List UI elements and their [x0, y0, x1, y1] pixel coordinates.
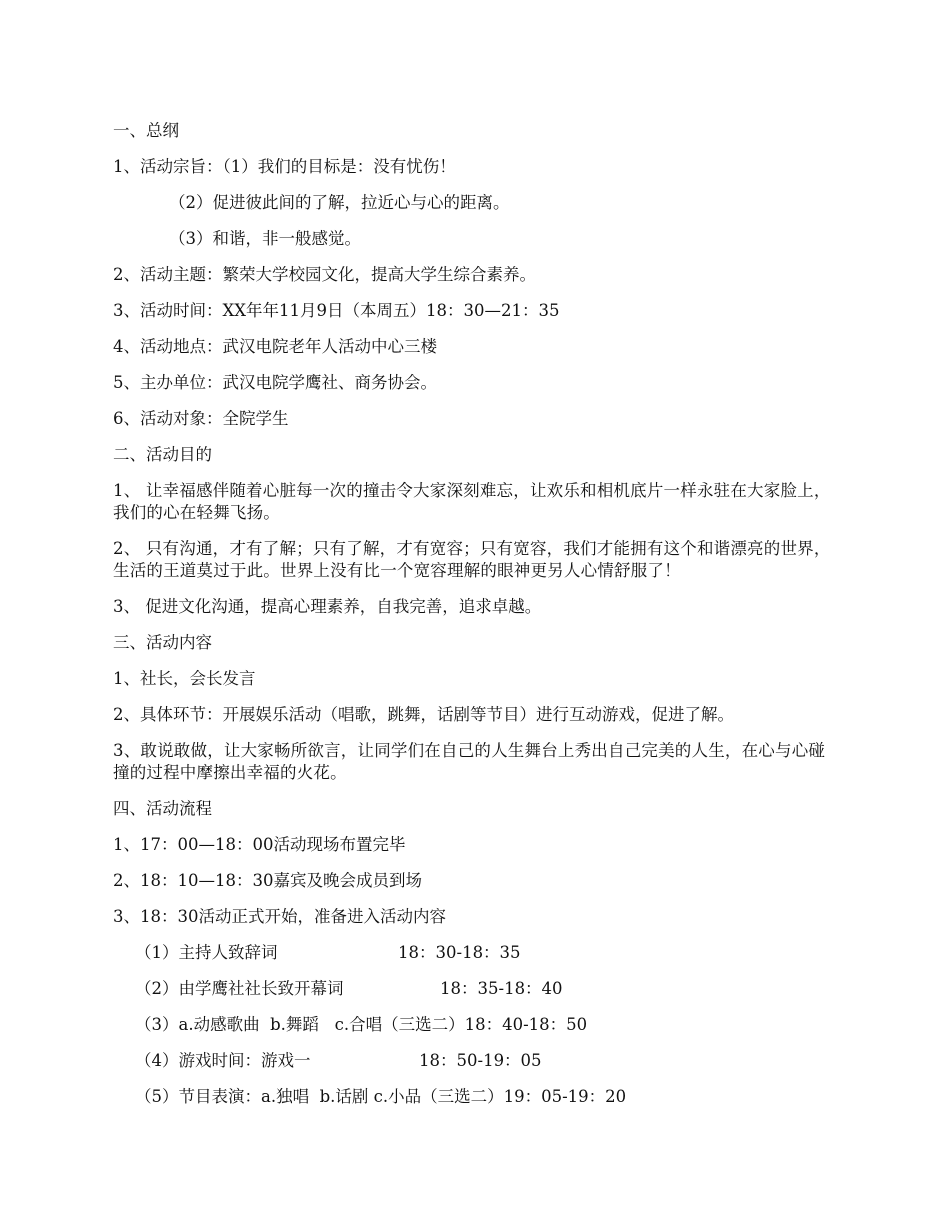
content-item-2: 2、具体环节：开展娱乐活动（唱歌，跳舞，话剧等节目）进行互动游戏，促进了解。 [113, 705, 734, 724]
schedule-time: 18：30-18：35 [398, 943, 521, 962]
schedule-label: （5）节目表演：a.独唱 b.话剧 c.小品（三选二） [135, 1087, 504, 1106]
schedule-label: （3）a.动感歌曲 b.舞蹈 c.合唱（三选二） [135, 1015, 465, 1034]
flow-item-1: 1、17：00—18：00活动现场布置完毕 [113, 835, 406, 854]
section-heading-content: 三、活动内容 [113, 633, 212, 652]
goal-paragraph-1: 1、 让幸福感伴随着心脏每一次的撞击令大家深刻难忘，让欢乐和相机底片一样永驻在大家脸上，我们的心在轻舞飞扬。 [113, 481, 831, 522]
content-item-1: 1、社长，会长发言 [113, 669, 256, 688]
list-item-purpose-3: （3）和谐，非一般感觉。 [169, 229, 361, 248]
list-item-location: 4、活动地点：武汉电院老年人活动中心三楼 [113, 337, 437, 356]
schedule-time: 18：35-18：40 [440, 979, 563, 998]
goal-paragraph-3: 3、 促进文化沟通，提高心理素养，自我完善，追求卓越。 [113, 597, 542, 616]
schedule-row [113, 978, 838, 1000]
list-item-audience: 6、活动对象：全院学生 [113, 409, 289, 428]
section-heading-flow: 四、活动流程 [113, 799, 212, 818]
list-item-purpose-2: （2）促进彼此间的了解，拉近心与心的距离。 [169, 193, 510, 212]
section-heading-general: 一、总纲 [113, 121, 179, 140]
flow-item-3: 3、18：30活动正式开始，准备进入活动内容 [113, 907, 446, 926]
schedule-label: （4）游戏时间：游戏一 [135, 1051, 311, 1070]
schedule-label: （1）主持人致辞词 [135, 943, 278, 962]
flow-item-2: 2、18：10—18：30嘉宾及晚会成员到场 [113, 871, 422, 890]
document-page [113, 120, 838, 1122]
section-heading-goals: 二、活动目的 [113, 445, 212, 464]
schedule-row [113, 1086, 838, 1108]
list-item-purpose: 1、活动宗旨：（1）我们的目标是：没有忧伤！ [113, 157, 456, 176]
schedule-label: （2）由学鹰社社长致开幕词 [135, 979, 344, 998]
schedule-row [113, 942, 838, 964]
list-item-time: 3、活动时间：XX年年11月9日（本周五）18：30—21：35 [113, 301, 560, 320]
schedule-time: 19：05-19：20 [503, 1087, 627, 1106]
schedule-time: 18：50-19：05 [419, 1051, 542, 1070]
schedule-row [113, 1050, 838, 1072]
list-item-organizer: 5、主办单位：武汉电院学鹰社、商务协会。 [113, 373, 437, 392]
schedule-time: 18：40-18：50 [464, 1015, 588, 1034]
goal-paragraph-2: 2、 只有沟通，才有了解；只有了解，才有宽容；只有宽容，我们才能拥有这个和谐漂亮的世界，生活的王道莫过于此。世界上没有比一个宽容理解的眼神更另人心情舒服了！ [113, 539, 831, 580]
schedule-row [113, 1014, 838, 1036]
list-item-theme: 2、活动主题：繁荣大学校园文化，提高大学生综合素养。 [113, 265, 536, 284]
content-item-3: 3、敢说敢做，让大家畅所欲言，让同学们在自己的人生舞台上秀出自己完美的人生，在心与心碰撞的过程中摩擦出幸福的火花。 [113, 741, 826, 782]
